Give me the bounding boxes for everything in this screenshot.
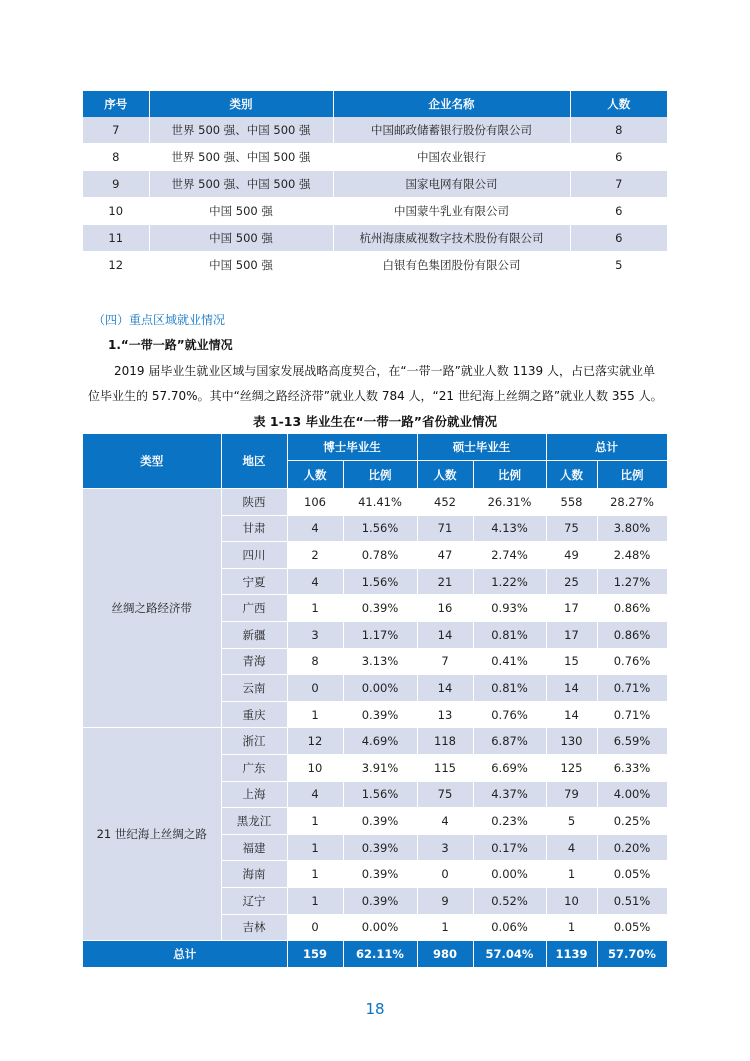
table-cell: 5 xyxy=(546,808,597,835)
table-cell: 世界 500 强、中国 500 强 xyxy=(149,117,333,144)
table-cell: 14 xyxy=(417,621,473,648)
header-total: 总计 xyxy=(546,434,667,461)
region-cell: 青海 xyxy=(221,648,287,675)
table-cell: 0.52% xyxy=(473,887,546,914)
table-cell: 3.91% xyxy=(343,754,417,781)
table-cell: 0 xyxy=(287,675,343,702)
header-type: 类型 xyxy=(83,434,221,489)
subheader-ratio: 比例 xyxy=(343,461,417,489)
subheader-ratio: 比例 xyxy=(473,461,546,489)
region-cell: 海南 xyxy=(221,861,287,888)
group-type-cell: 21 世纪海上丝绸之路 xyxy=(83,728,221,941)
subheader-count: 人数 xyxy=(287,461,343,489)
table-cell: 1.56% xyxy=(343,515,417,542)
table-cell: 国家电网有限公司 xyxy=(333,171,570,198)
table-cell: 0.86% xyxy=(597,621,667,648)
region-cell: 吉林 xyxy=(221,914,287,941)
table-row xyxy=(83,728,667,755)
total-cell: 980 xyxy=(417,941,473,968)
table-cell: 4.69% xyxy=(343,728,417,755)
top-employer-table xyxy=(83,91,667,279)
header-count: 人数 xyxy=(570,91,667,117)
table-cell: 10 xyxy=(83,198,149,225)
region-cell: 广西 xyxy=(221,595,287,622)
table-cell: 0.81% xyxy=(473,621,546,648)
region-cell: 福建 xyxy=(221,834,287,861)
table-cell: 0 xyxy=(417,861,473,888)
table-cell: 0.81% xyxy=(473,675,546,702)
region-cell: 广东 xyxy=(221,754,287,781)
table-cell: 1 xyxy=(546,914,597,941)
table-cell: 49 xyxy=(546,542,597,569)
table-cell: 1 xyxy=(287,834,343,861)
table-cell: 14 xyxy=(546,675,597,702)
table-cell: 25 xyxy=(546,568,597,595)
table-cell: 6 xyxy=(570,225,667,252)
table-cell: 中国邮政储蓄银行股份有限公司 xyxy=(333,117,570,144)
table-cell: 0.71% xyxy=(597,675,667,702)
table-cell: 1 xyxy=(287,861,343,888)
table-header-row xyxy=(83,91,667,117)
total-cell: 159 xyxy=(287,941,343,968)
table-cell: 75 xyxy=(417,781,473,808)
table-cell: 中国 500 强 xyxy=(149,198,333,225)
header-phd: 博士毕业生 xyxy=(287,434,417,461)
table-cell: 28.27% xyxy=(597,489,667,516)
table-cell: 4.37% xyxy=(473,781,546,808)
table-cell: 0.39% xyxy=(343,834,417,861)
table-cell: 1.27% xyxy=(597,568,667,595)
table-cell: 0.76% xyxy=(473,701,546,728)
table-cell: 4 xyxy=(417,808,473,835)
region-cell: 新疆 xyxy=(221,621,287,648)
total-label: 总计 xyxy=(83,941,287,968)
table-cell: 0.76% xyxy=(597,648,667,675)
table-cell: 17 xyxy=(546,595,597,622)
table-cell: 0.51% xyxy=(597,887,667,914)
table-cell: 4 xyxy=(546,834,597,861)
table-row xyxy=(83,117,667,144)
table-cell: 6.59% xyxy=(597,728,667,755)
table-cell: 1.17% xyxy=(343,621,417,648)
region-cell: 辽宁 xyxy=(221,887,287,914)
table-cell: 16 xyxy=(417,595,473,622)
table-row xyxy=(83,252,667,279)
table-cell: 3 xyxy=(287,621,343,648)
table-cell: 0.00% xyxy=(473,861,546,888)
table-cell: 0.39% xyxy=(343,861,417,888)
table-row xyxy=(83,171,667,198)
table-cell: 1 xyxy=(287,808,343,835)
table-cell: 8 xyxy=(570,117,667,144)
table-cell: 8 xyxy=(287,648,343,675)
table-cell: 0.78% xyxy=(343,542,417,569)
table-cell: 17 xyxy=(546,621,597,648)
table-cell: 558 xyxy=(546,489,597,516)
table-cell: 0.00% xyxy=(343,914,417,941)
table-cell: 13 xyxy=(417,701,473,728)
subsection-title: 1.“一带一路”就业情况 xyxy=(108,338,233,352)
table-cell: 6.33% xyxy=(597,754,667,781)
table-cell: 12 xyxy=(287,728,343,755)
header-master: 硕士毕业生 xyxy=(417,434,546,461)
table-cell: 115 xyxy=(417,754,473,781)
table-cell: 4.00% xyxy=(597,781,667,808)
table-cell: 2.48% xyxy=(597,542,667,569)
table-cell: 0.23% xyxy=(473,808,546,835)
table-cell: 1 xyxy=(417,914,473,941)
region-cell: 甘肃 xyxy=(221,515,287,542)
table-cell: 3.13% xyxy=(343,648,417,675)
subheader-ratio: 比例 xyxy=(597,461,667,489)
total-cell: 1139 xyxy=(546,941,597,968)
table-cell: 0.39% xyxy=(343,595,417,622)
table-cell: 0.25% xyxy=(597,808,667,835)
table-cell: 世界 500 强、中国 500 强 xyxy=(149,171,333,198)
table-cell: 3 xyxy=(417,834,473,861)
table-cell: 12 xyxy=(83,252,149,279)
table-cell: 0.20% xyxy=(597,834,667,861)
table-cell: 0.00% xyxy=(343,675,417,702)
table-cell: 0.17% xyxy=(473,834,546,861)
table-cell: 79 xyxy=(546,781,597,808)
table-cell: 75 xyxy=(546,515,597,542)
region-cell: 云南 xyxy=(221,675,287,702)
table-cell: 中国农业银行 xyxy=(333,144,570,171)
table-caption: 表 1-13 毕业生在“一带一路”省份就业情况 xyxy=(253,414,497,429)
table-cell: 11 xyxy=(83,225,149,252)
table-cell: 9 xyxy=(83,171,149,198)
table-cell: 10 xyxy=(546,887,597,914)
table-cell: 杭州海康威视数字技术股份有限公司 xyxy=(333,225,570,252)
table-cell: 130 xyxy=(546,728,597,755)
table-cell: 6.87% xyxy=(473,728,546,755)
table-header-row xyxy=(83,434,667,461)
table-cell: 10 xyxy=(287,754,343,781)
table-cell: 中国 500 强 xyxy=(149,252,333,279)
total-cell: 57.70% xyxy=(597,941,667,968)
table-cell: 14 xyxy=(417,675,473,702)
table-cell: 118 xyxy=(417,728,473,755)
table-cell: 7 xyxy=(417,648,473,675)
table-cell: 世界 500 强、中国 500 强 xyxy=(149,144,333,171)
table-cell: 106 xyxy=(287,489,343,516)
region-cell: 上海 xyxy=(221,781,287,808)
table-cell: 1 xyxy=(546,861,597,888)
group-type-cell: 丝绸之路经济带 xyxy=(83,489,221,728)
total-cell: 57.04% xyxy=(473,941,546,968)
table-cell: 6.69% xyxy=(473,754,546,781)
table-cell: 125 xyxy=(546,754,597,781)
table-row xyxy=(83,198,667,225)
table-row xyxy=(83,489,667,516)
table-cell: 1.22% xyxy=(473,568,546,595)
table-cell: 1.56% xyxy=(343,568,417,595)
region-cell: 黑龙江 xyxy=(221,808,287,835)
table-row xyxy=(83,144,667,171)
header-category: 类别 xyxy=(149,91,333,117)
table-cell: 0.71% xyxy=(597,701,667,728)
table-cell: 4.13% xyxy=(473,515,546,542)
table-cell: 21 xyxy=(417,568,473,595)
header-company: 企业名称 xyxy=(333,91,570,117)
table-cell: 452 xyxy=(417,489,473,516)
table-cell: 1 xyxy=(287,887,343,914)
table-cell: 41.41% xyxy=(343,489,417,516)
region-cell: 浙江 xyxy=(221,728,287,755)
total-row xyxy=(83,941,667,968)
table-cell: 6 xyxy=(570,198,667,225)
table-cell: 14 xyxy=(546,701,597,728)
section-title: （四）重点区域就业情况 xyxy=(93,313,226,327)
table-cell: 0.05% xyxy=(597,914,667,941)
region-cell: 四川 xyxy=(221,542,287,569)
total-cell: 62.11% xyxy=(343,941,417,968)
table-cell: 0.05% xyxy=(597,861,667,888)
table-cell: 3.80% xyxy=(597,515,667,542)
table-cell: 15 xyxy=(546,648,597,675)
table-cell: 0.93% xyxy=(473,595,546,622)
table-cell: 7 xyxy=(83,117,149,144)
table-row xyxy=(83,225,667,252)
belt-road-table xyxy=(83,434,668,968)
table-cell: 26.31% xyxy=(473,489,546,516)
table-cell: 中国 500 强 xyxy=(149,225,333,252)
table-cell: 0.39% xyxy=(343,808,417,835)
table-cell: 1 xyxy=(287,595,343,622)
table-cell: 0.86% xyxy=(597,595,667,622)
header-index: 序号 xyxy=(83,91,149,117)
table-cell: 5 xyxy=(570,252,667,279)
paragraph-text: 2019 届毕业生就业区域与国家发展战略高度契合，在“一带一路”就业人数 1139 人，占已落实就业单位毕业生的 57.70%。其中“丝绸之路经济带”就业人数 784 人，“21 世纪海上丝绸之路”就业人数 355 人。 xyxy=(88,364,663,403)
table-cell: 7 xyxy=(570,171,667,198)
table-cell: 1.56% xyxy=(343,781,417,808)
table-cell: 71 xyxy=(417,515,473,542)
table-cell: 4 xyxy=(287,515,343,542)
header-region: 地区 xyxy=(221,434,287,489)
table-cell: 47 xyxy=(417,542,473,569)
table-cell: 8 xyxy=(83,144,149,171)
table-cell: 9 xyxy=(417,887,473,914)
table-cell: 0.41% xyxy=(473,648,546,675)
region-cell: 宁夏 xyxy=(221,568,287,595)
table-cell: 4 xyxy=(287,781,343,808)
table-cell: 0 xyxy=(287,914,343,941)
subheader-count: 人数 xyxy=(417,461,473,489)
table-cell: 2.74% xyxy=(473,542,546,569)
table-cell: 白银有色集团股份有限公司 xyxy=(333,252,570,279)
table-cell: 0.39% xyxy=(343,701,417,728)
region-cell: 重庆 xyxy=(221,701,287,728)
table-cell: 6 xyxy=(570,144,667,171)
table-cell: 1 xyxy=(287,701,343,728)
subheader-count: 人数 xyxy=(546,461,597,489)
body-paragraph xyxy=(88,359,666,409)
table-cell: 4 xyxy=(287,568,343,595)
table-cell: 中国蒙牛乳业有限公司 xyxy=(333,198,570,225)
region-cell: 陕西 xyxy=(221,489,287,516)
table-cell: 0.39% xyxy=(343,887,417,914)
page-number: 18 xyxy=(365,1000,385,1018)
table-cell: 2 xyxy=(287,542,343,569)
table-cell: 0.06% xyxy=(473,914,546,941)
